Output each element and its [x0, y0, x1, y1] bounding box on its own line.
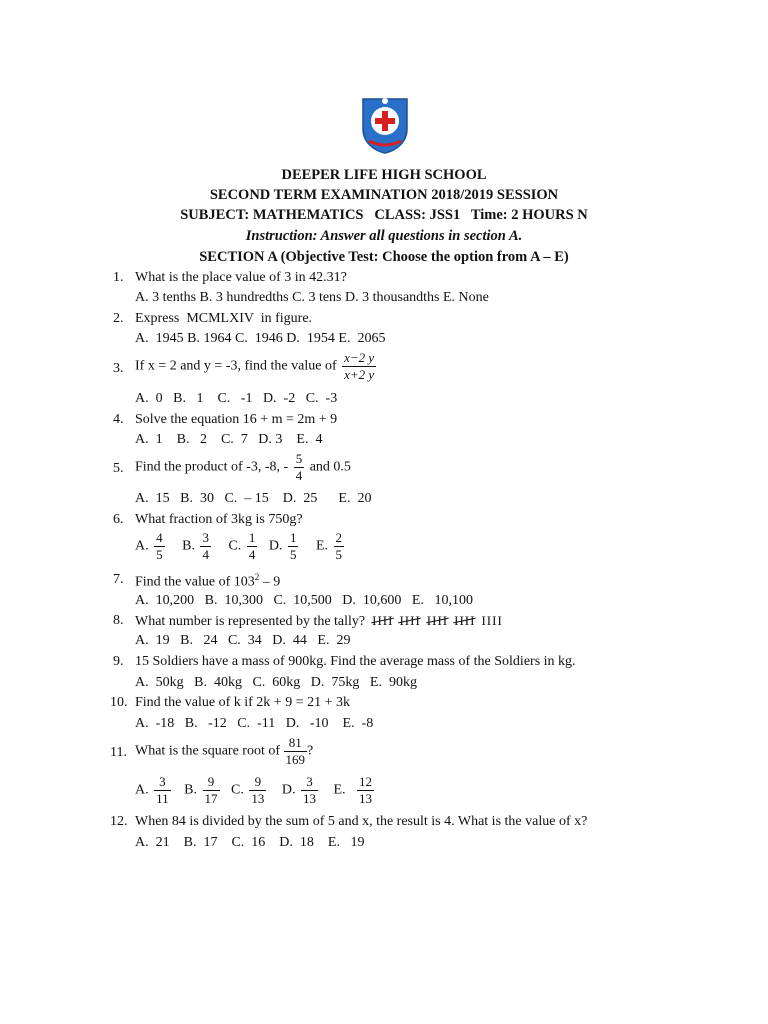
fraction — [154, 774, 171, 807]
fraction — [357, 774, 374, 807]
fraction-denominator: 169 — [285, 752, 306, 767]
fraction — [334, 530, 345, 563]
question-number: 1. — [113, 270, 124, 285]
question-text — [135, 451, 351, 484]
fraction-denominator: 13 — [251, 791, 265, 806]
question-number: 5. — [113, 461, 124, 476]
option-label: D. — [281, 782, 296, 798]
fraction-denominator: 5 — [289, 547, 297, 562]
fraction — [200, 530, 211, 563]
question-text-part: Find the product of -3, -8, - — [135, 459, 289, 475]
question-text: Find the value of k if 2k + 9 = 21 + 3k — [135, 695, 350, 710]
question-options: A. 15 B. 30 C. – 15 D. 25 E. 20 — [135, 491, 372, 506]
instruction: Instruction: Answer all questions in section A. — [245, 228, 523, 244]
question-options: A. 10,200 B. 10,300 C. 10,500 D. 10,600 E. 10,100 — [135, 593, 473, 608]
fraction-denominator: 4 — [295, 468, 303, 483]
question-text-part: What number is represented by the tally? — [135, 614, 366, 629]
fraction-numerator: 4 — [156, 530, 163, 545]
question-text-part: What is the square root of — [135, 743, 281, 759]
fraction-numerator: 12 — [359, 774, 373, 789]
fraction-numerator: x−2 y — [344, 350, 375, 365]
fraction-numerator: 9 — [207, 774, 215, 789]
question-text-part: and 0.5 — [309, 459, 351, 475]
fraction — [154, 530, 165, 563]
option-label: E. — [333, 782, 346, 798]
question-options: A. 0 B. 1 C. -1 D. -2 C. -3 — [135, 391, 338, 406]
fraction — [301, 774, 318, 807]
question-text-part: Find the value of 103 — [135, 574, 255, 590]
option-label: A. — [135, 538, 149, 554]
tally-group: IIII — [399, 613, 421, 628]
fraction-numerator: 3 — [306, 774, 313, 789]
option-label: D. — [268, 538, 283, 554]
question-options — [135, 774, 376, 807]
question-text — [135, 735, 313, 768]
fraction-numerator: 1 — [248, 530, 256, 545]
option-label: A. — [135, 782, 149, 798]
fraction-denominator: 13 — [302, 791, 316, 806]
question-text-part: If x = 2 and y = -3, find the value of — [135, 358, 337, 374]
subject-line: SUBJECT: MATHEMATICS CLASS: JSS1 Time: 2 HOURS N — [180, 207, 588, 223]
fraction-denominator: 5 — [156, 547, 163, 562]
question-number: 8. — [113, 613, 124, 628]
fraction-denominator: x+2 y — [344, 367, 375, 382]
question-options: A. 1 B. 2 C. 7 D. 3 E. 4 — [135, 432, 323, 447]
option-label: B. — [184, 782, 197, 798]
question-options: A. 1945 B. 1964 C. 1946 D. 1954 E. 2065 — [135, 331, 386, 346]
question-options: A. 19 B. 24 C. 34 D. 44 E. 29 — [135, 633, 351, 648]
fraction-denominator: 13 — [359, 791, 373, 806]
fraction — [249, 774, 266, 807]
question-options: A. -18 B. -12 C. -11 D. -10 E. -8 — [135, 716, 374, 731]
fraction-numerator: 3 — [202, 530, 209, 545]
question-text: 15 Soldiers have a mass of 900kg. Find the average mass of the Soldiers in kg. — [135, 654, 576, 669]
fraction-numerator: 2 — [335, 530, 342, 545]
question-text — [135, 350, 378, 383]
question-text — [135, 613, 509, 630]
fraction — [288, 530, 299, 563]
question-text: Express MCMLXIV in figure. — [135, 311, 313, 326]
fraction-numerator: 1 — [289, 530, 297, 545]
fraction-denominator: 17 — [204, 791, 218, 806]
fraction — [284, 735, 308, 768]
question-text: Solve the equation 16 + m = 2m + 9 — [135, 412, 338, 427]
section-heading: SECTION A (Objective Test: Choose the option from A – E) — [199, 249, 569, 265]
question-number: 4. — [113, 412, 124, 427]
tally-group: IIII — [426, 613, 449, 628]
question-options — [135, 530, 346, 563]
exponent: 2 — [254, 572, 260, 582]
question-number: 9. — [113, 654, 124, 669]
tally-group: IIII — [372, 613, 394, 628]
question-options: A. 21 B. 17 C. 16 D. 18 E. 19 — [135, 835, 365, 850]
question-number: 3. — [113, 361, 124, 376]
fraction-denominator: 4 — [248, 547, 256, 562]
fraction — [247, 530, 258, 563]
fraction-numerator: 81 — [288, 735, 302, 750]
school-name: DEEPER LIFE HIGH SCHOOL — [281, 167, 487, 183]
fraction — [342, 350, 376, 383]
fraction — [203, 774, 220, 807]
question-text: What is the place value of 3 in 42.31? — [135, 270, 347, 285]
fraction-numerator: 5 — [295, 451, 303, 466]
question-number: 12. — [110, 814, 128, 829]
question-text — [135, 572, 280, 591]
fraction-denominator: 5 — [335, 547, 342, 562]
tally-group: IIII — [481, 613, 503, 628]
exam-title: SECOND TERM EXAMINATION 2018/2019 SESSION — [209, 187, 559, 203]
tally-group: IIII — [454, 613, 476, 628]
option-label: C. — [231, 782, 244, 798]
fraction-denominator: 4 — [202, 547, 209, 562]
question-text-part: – 9 — [259, 574, 281, 590]
question-text: What fraction of 3kg is 750g? — [135, 512, 303, 527]
option-label: B. — [182, 538, 195, 554]
question-number: 6. — [113, 512, 124, 527]
option-label: E. — [315, 538, 328, 554]
question-number: 2. — [113, 311, 124, 326]
question-text-part: ? — [307, 743, 314, 759]
question-number: 11. — [110, 745, 127, 760]
question-number: 7. — [113, 572, 124, 587]
option-label: C. — [228, 538, 242, 554]
fraction-numerator: 9 — [254, 774, 262, 789]
question-text: When 84 is divided by the sum of 5 and x, the result is 4. What is the value of x? — [135, 814, 588, 829]
fraction-denominator: 11 — [156, 791, 169, 806]
question-options: A. 50kg B. 40kg C. 60kg D. 75kg E. 90kg — [135, 675, 417, 690]
school-logo — [359, 95, 411, 155]
question-number: 10. — [110, 695, 128, 710]
fraction-numerator: 3 — [159, 774, 166, 789]
question-options: A. 3 tenths B. 3 hundredths C. 3 tens D. 3 thousandths E. None — [135, 290, 489, 305]
fraction — [294, 451, 305, 484]
